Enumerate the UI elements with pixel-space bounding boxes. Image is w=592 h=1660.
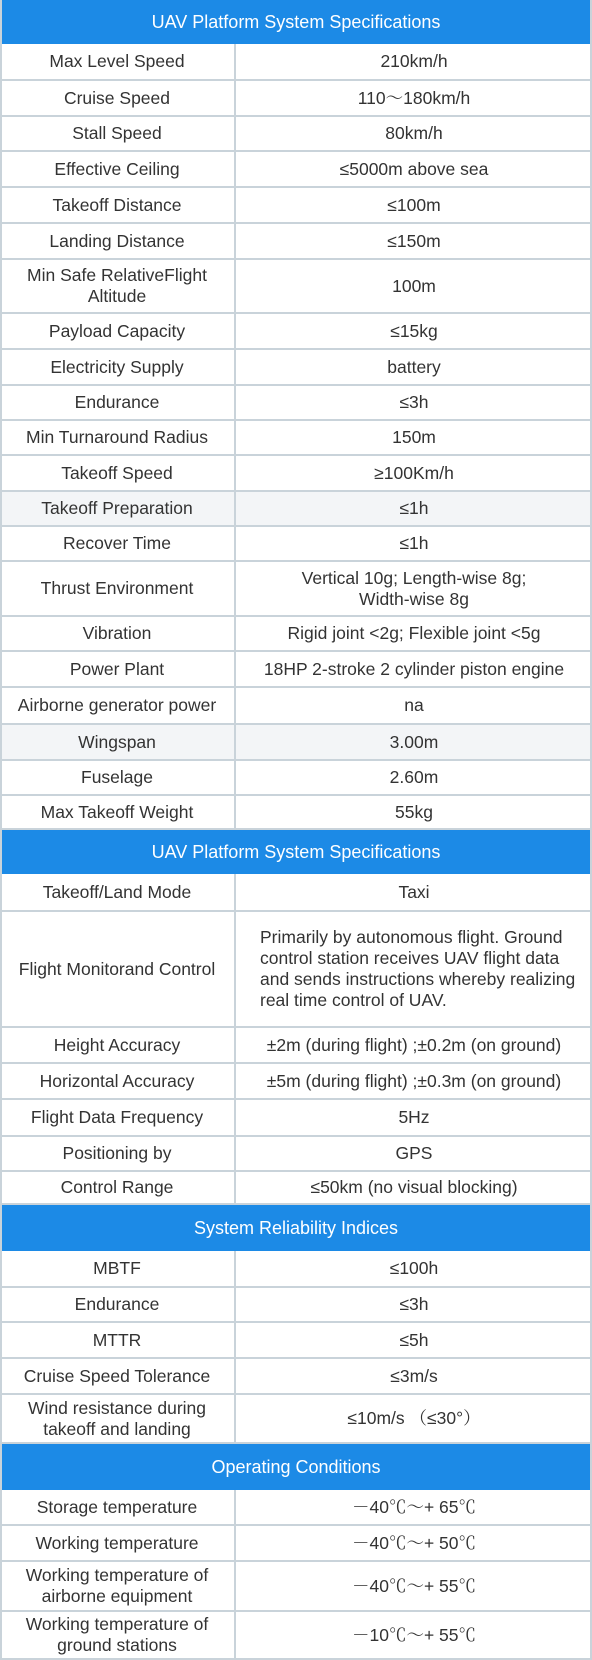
table-row: [0, 44, 592, 81]
row-label: Thrust Environment: [0, 562, 236, 615]
row-value: 2.60m: [389, 767, 439, 787]
row-value: ≤100m: [387, 194, 441, 215]
table-row: [0, 617, 592, 652]
row-label: Working temperature: [0, 1526, 236, 1560]
table-row: [0, 386, 592, 421]
row-value: 110～180km/h: [357, 87, 471, 108]
table-row: [0, 1100, 592, 1137]
row-label: Effective Ceiling: [0, 152, 236, 186]
row-value: na: [404, 695, 424, 715]
row-label: Working temperature of airborne equipment: [0, 1562, 236, 1610]
row-value: ≥100Km/h: [374, 462, 454, 483]
row-label: Cruise Speed Tolerance: [0, 1359, 236, 1393]
table-row: [0, 725, 592, 761]
row-value: ≤100h: [389, 1258, 439, 1278]
row-label: Max Level Speed: [0, 44, 236, 79]
table-row: [0, 562, 592, 617]
row-value: －40℃～+ 55℃: [351, 1575, 476, 1596]
row-value: －40℃～+ 50℃: [351, 1532, 476, 1553]
row-value: Primarily by autonomous flight. Ground control station receives UAV flight data and sends instructions whereby realizing real time control of UAV.: [260, 927, 576, 1010]
row-label: Height Accuracy: [0, 1028, 236, 1062]
row-value: ±2m (during flight) ;±0.2m (on ground): [266, 1034, 562, 1055]
row-value: 80km/h: [385, 123, 443, 143]
row-value: 5Hz: [398, 1107, 430, 1127]
table-row: [0, 1395, 592, 1444]
row-label: Recover Time: [0, 527, 236, 560]
row-label: Storage temperature: [0, 1490, 236, 1524]
row-value: ≤3h: [399, 1294, 429, 1314]
table-row: [0, 117, 592, 152]
row-label: Working temperature of ground stations: [0, 1612, 236, 1658]
table-row: [0, 81, 592, 117]
table-row: [0, 1323, 592, 1359]
table-row: [0, 492, 592, 527]
section-header: System Reliability Indices: [0, 1205, 592, 1251]
row-value: 100m: [392, 275, 436, 296]
table-row: [0, 224, 592, 260]
row-label: Min Turnaround Radius: [0, 421, 236, 454]
section-header: UAV Platform System Specifications: [0, 830, 592, 874]
row-value: ≤5h: [399, 1329, 429, 1350]
row-label: Endurance: [0, 1288, 236, 1321]
row-label: Max Takeoff Weight: [0, 796, 236, 828]
table-row: [0, 688, 592, 725]
row-label: Airborne generator power: [0, 688, 236, 723]
table-row: [0, 1028, 592, 1064]
table-row: [0, 1612, 592, 1660]
row-label: Control Range: [0, 1172, 236, 1203]
row-label: Takeoff Preparation: [0, 492, 236, 525]
row-label: Wind resistance during takeoff and landing: [0, 1395, 236, 1442]
row-value: 18HP 2-stroke 2 cylinder piston engine: [263, 658, 565, 679]
table-row: [0, 260, 592, 314]
table-row: [0, 527, 592, 562]
row-label: Takeoff Distance: [0, 188, 236, 222]
row-value: ≤15kg: [390, 320, 438, 341]
table-left-border: [0, 0, 2, 1660]
row-value: Taxi: [398, 881, 430, 902]
table-row: [0, 1172, 592, 1205]
row-value: ±5m (during flight) ;±0.3m (on ground): [266, 1070, 562, 1091]
row-value: ≤3h: [399, 392, 429, 412]
table-row: [0, 421, 592, 456]
row-value: 150m: [392, 427, 436, 447]
row-label: Min Safe RelativeFlight Altitude: [0, 260, 236, 312]
table-row: [0, 456, 592, 492]
row-label: Positioning by: [0, 1137, 236, 1170]
table-row: [0, 652, 592, 688]
table-row: [0, 1064, 592, 1100]
table-row: [0, 1490, 592, 1526]
row-label: Payload Capacity: [0, 314, 236, 348]
row-label: Flight Monitorand Control: [0, 912, 236, 1026]
row-label: Fuselage: [0, 761, 236, 794]
row-label: Electricity Supply: [0, 350, 236, 384]
row-value: ≤150m: [387, 230, 441, 251]
row-label: Landing Distance: [0, 224, 236, 258]
table-row: [0, 874, 592, 912]
row-label: Horizontal Accuracy: [0, 1064, 236, 1098]
row-value: －10℃～+ 55℃: [351, 1624, 476, 1645]
table-row: [0, 1137, 592, 1172]
table-row: [0, 761, 592, 796]
row-label: MTTR: [0, 1323, 236, 1357]
row-label: Stall Speed: [0, 117, 236, 150]
row-value: ≤1h: [399, 498, 429, 518]
row-value: －40℃～+ 65℃: [351, 1496, 476, 1517]
row-label: MBTF: [0, 1251, 236, 1286]
row-label: Takeoff Speed: [0, 456, 236, 490]
table-row: [0, 188, 592, 224]
row-value: battery: [387, 356, 441, 377]
row-value: ≤1h: [399, 533, 429, 553]
row-label: Vibration: [0, 617, 236, 650]
table-row: [0, 1526, 592, 1562]
row-label: Cruise Speed: [0, 81, 236, 115]
row-value: 3.00m: [389, 731, 439, 752]
row-value: 55kg: [395, 801, 433, 822]
row-value: Vertical 10g; Length-wise 8g; Width-wise 8g: [301, 567, 527, 609]
row-label: Flight Data Frequency: [0, 1100, 236, 1135]
row-value: Rigid joint <2g; Flexible joint <5g: [287, 623, 541, 643]
row-value: 210km/h: [380, 51, 448, 71]
row-value: ≤5000m above sea: [339, 158, 489, 179]
table-row: [0, 1251, 592, 1288]
row-value: ≤10m/s （≤30°）: [347, 1408, 481, 1428]
table-row: [0, 796, 592, 830]
row-label: Takeoff/Land Mode: [0, 874, 236, 910]
row-value: ≤3m/s: [390, 1365, 438, 1386]
table-row: [0, 1288, 592, 1323]
section-header: Operating Conditions: [0, 1444, 592, 1490]
table-row: [0, 152, 592, 188]
row-label: Wingspan: [0, 725, 236, 759]
row-value: ≤50km (no visual blocking): [310, 1177, 518, 1197]
table-row: [0, 1562, 592, 1612]
row-value: GPS: [395, 1143, 433, 1163]
row-label: Power Plant: [0, 652, 236, 686]
table-row: [0, 314, 592, 350]
table-row: [0, 350, 592, 386]
table-row: [0, 1359, 592, 1395]
table-row: [0, 912, 592, 1028]
section-header: UAV Platform System Specifications: [0, 0, 592, 44]
row-label: Endurance: [0, 386, 236, 419]
